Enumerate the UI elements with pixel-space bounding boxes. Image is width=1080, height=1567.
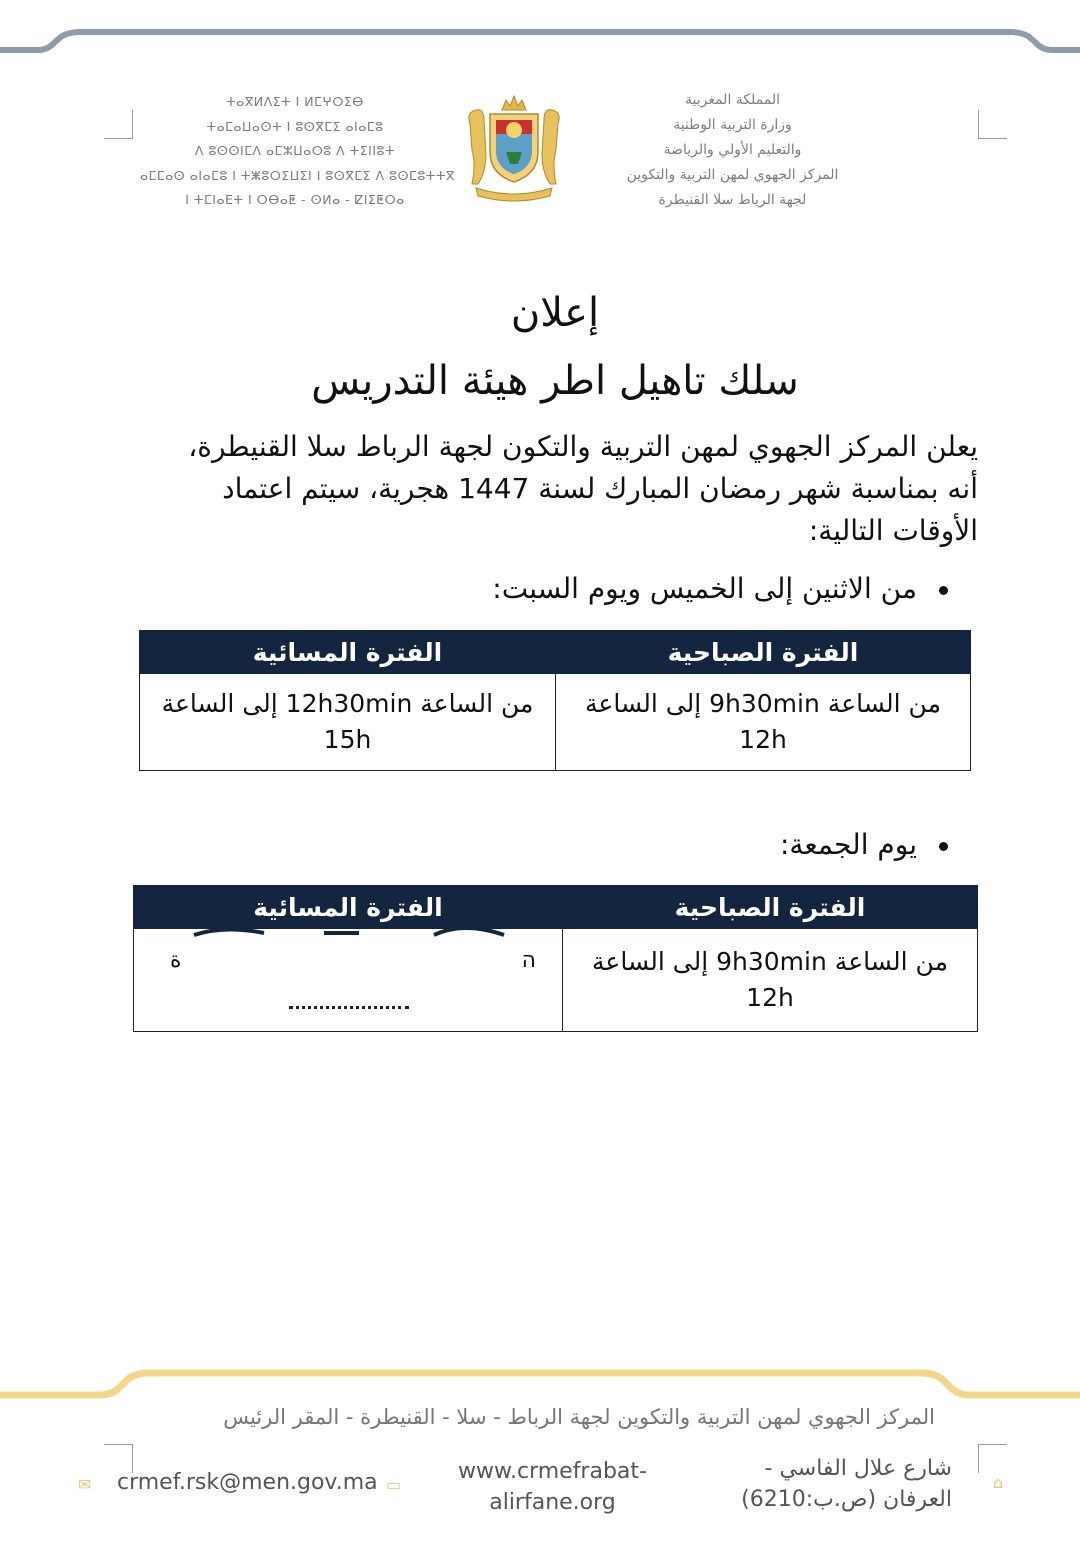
header-arabic-line: وزارة التربية الوطنية (673, 117, 792, 133)
evening-from: من الساعة 12h30min إلى الساعة (161, 689, 534, 718)
tifinagh-line: ⵏ ⵜⵎⵏⴰⴹⵜ ⵏ ⵔⴱⴰⵟ - ⵙⵍⴰ - ⵇⵏⵉⵟⵔⴰ (185, 192, 405, 207)
evening-cell (140, 674, 556, 771)
corner-mark-top-right (978, 110, 1007, 139)
tifinagh-line: ⴰⵎⵎⴰⵙ ⴰⵏⴰⵎⵓ ⵏ ⵜⵥⵓⵔⵉⵡⵉⵏ ⵏ ⵓⵙⴳⵎⵉ ⴷ ⵓⵙⵎⵓⵜⵜⴳ (140, 167, 455, 183)
tifinagh-line: ⵜⴰⴳⵍⴷⵉⵜ ⵏ ⵍⵎⵖⵔⵉⴱ (226, 94, 364, 109)
weekday-schedule-table (139, 630, 971, 771)
weekday-heading-text: من الاثنين إلى الخميس ويوم السبت: (492, 572, 917, 605)
header-tifinagh-block (140, 90, 455, 213)
redacted-fragment-right: ה (521, 948, 536, 973)
monitor-icon: ▭ (386, 1475, 402, 1494)
table-header-row (134, 886, 978, 929)
envelope-icon: ✉ (78, 1475, 92, 1494)
top-decorative-band (0, 0, 1080, 60)
announcement-subtitle: سلك تاهيل اطر هيئة التدريس (311, 358, 799, 404)
redaction-arc (184, 927, 514, 943)
friday-heading (600, 828, 948, 861)
redacted-fragment-left: ة (170, 948, 182, 973)
bullet-dot (939, 842, 948, 851)
footer-address (730, 1453, 952, 1515)
friday-heading-text: يوم الجمعة: (779, 828, 917, 861)
evening-header: الفترة المسائية (140, 631, 556, 674)
footer-institution-line: المركز الجهوي لمهن التربية والتكوين لجهة الرباط - سلا - القنيطرة - المقر الرئيس (223, 1405, 935, 1429)
morning-header: الفترة الصباحية (556, 631, 971, 674)
bottom-decorative-band (0, 1365, 1080, 1401)
header-arabic-line: المملكة المغربية (684, 92, 781, 108)
announcement-paragraph: يعلن المركز الجهوي لمهن التربية والتكون لجهة الرباط سلا القنيطرة، أنه بمناسبة شهر رمضان المبارك لسنة 1447 هجرية، سيتم اعتماد الأوقات التالية: (188, 430, 978, 547)
friday-schedule-table (133, 885, 978, 1032)
morning-to: 12h (739, 725, 787, 754)
footer-website[interactable] (440, 1456, 665, 1518)
moroccan-coat-of-arms-icon (462, 94, 566, 202)
table-row (134, 929, 978, 1032)
bullet-dot (939, 586, 948, 595)
table-row (140, 674, 971, 771)
morning-from: من الساعة 9h30min إلى الساعة (592, 947, 948, 976)
morning-to: 12h (746, 983, 794, 1012)
home-icon: ⌂ (993, 1473, 1004, 1492)
header-arabic-line: لجهة الرباط سلا القنيطرة (658, 192, 807, 208)
header-arabic-line: المركز الجهوي لمهن التربية والتكوين (626, 167, 839, 183)
tifinagh-line: ⴷ ⵓⵙⵙⵏⵎⴷ ⴰⵎⵣⵡⴰⵔⵓ ⴷ ⵜⵉⵏⵏⵓⵜ (194, 143, 396, 158)
evening-to: 15h (323, 725, 372, 754)
header-arabic-block (600, 88, 865, 213)
corner-mark-bottom-right (978, 1444, 1007, 1473)
morning-cell (556, 674, 971, 771)
evening-header: الفترة المسائية (134, 886, 563, 929)
corner-mark-bottom-left (104, 1444, 133, 1473)
evening-cell-redacted (134, 929, 563, 1032)
redaction-trace (289, 1006, 409, 1009)
table-header-row (140, 631, 971, 674)
footer-address-line2: العرفان (ص.ب:6210) (741, 1487, 952, 1512)
announcement-title: إعلان (510, 290, 600, 336)
footer-address-line1: شارع علال الفاسي - (764, 1456, 952, 1481)
corner-mark-top-left (104, 110, 133, 139)
footer-email[interactable]: crmef.rsk@men.gov.ma (117, 1470, 378, 1495)
weekday-heading (400, 572, 948, 605)
morning-cell (563, 929, 978, 1032)
tifinagh-line: ⵜⴰⵎⴰⵡⴰⵙⵜ ⵏ ⵓⵙⴳⵎⵉ ⴰⵏⴰⵎⵓ (206, 118, 384, 134)
morning-from: من الساعة 9h30min إلى الساعة (585, 689, 941, 718)
header-arabic-line: والتعليم الأولي والرياضة (663, 142, 802, 158)
morning-header: الفترة الصباحية (563, 886, 978, 929)
footer-website-line2: alirfane.org (489, 1490, 616, 1515)
footer-website-line1: www.crmefrabat- (458, 1459, 647, 1484)
